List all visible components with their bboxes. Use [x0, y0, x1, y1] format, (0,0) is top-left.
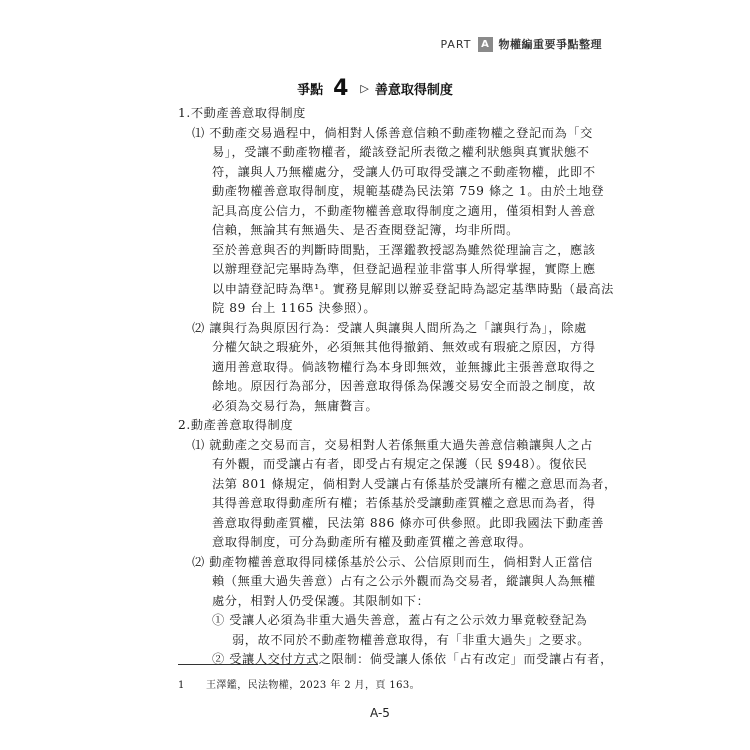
- part-label: PART: [440, 37, 472, 51]
- text-line: 易」，受讓不動產物權者，縱該登記所表徵之權利狀態與真實狀態不: [212, 145, 590, 159]
- text-line: 院 89 台上 1165 決參照）。: [212, 301, 377, 315]
- footnote-number: 1: [178, 680, 185, 691]
- text-line: 有外觀，而受讓占有者，即受占有規定之保護（民 §948）。復依民: [212, 457, 588, 471]
- text-line: 以辦理登記完畢時為準，但登記過程並非當事人所得掌握，實際上應: [212, 262, 596, 276]
- text-line: 必須為交易行為，無庸贅言。: [212, 399, 379, 413]
- section-number: 4: [333, 76, 349, 101]
- text-line: 至於善意與否的判斷時間點，王澤鑑教授認為雖然從理論言之，應該: [212, 243, 596, 257]
- footnote: [178, 676, 420, 691]
- text-line: 信賴，無論其有無過失、是否查閱登記簿，均非所問。: [212, 223, 519, 237]
- text-line: 以申請登記時為準¹。實務見解則以辦妥登記時為認定基準時點（最高法: [212, 282, 614, 296]
- triangle-marker-icon: ▷: [360, 82, 369, 95]
- text-line: 適用善意取得。倘該物權行為本身即無效，並無據此主張善意取得之: [212, 360, 596, 374]
- text-line: 弱，故不同於不動產物權善意取得，有「非重大過失」之要求。: [232, 633, 591, 647]
- part-letter-box: A: [478, 37, 493, 52]
- text-line: ① 受讓人必須為非重大過失善意，蓋占有之公示效力畢竟較登記為: [212, 613, 588, 627]
- text-line: 符，讓與人乃無權處分，受讓人仍可取得受讓之不動產物權，此即不: [212, 165, 596, 179]
- heading-line: 2.動產善意取得制度: [178, 418, 294, 432]
- text-line: ⑵ 讓與行為與原因行為：受讓人與讓與人間所為之「讓與行為」，除處: [192, 321, 587, 335]
- text-line: ⑴ 就動產之交易而言，交易相對人若係無重大過失善意信賴讓與人之占: [192, 438, 593, 452]
- text-line: 餘地。原因行為部分，因善意取得係為保護交易安全而設之制度，故: [212, 379, 596, 393]
- text-line: 法第 801 條規定，倘相對人受讓占有係基於受讓所有權之意思而為者，: [212, 477, 617, 491]
- footnote-divider: [178, 664, 318, 665]
- text-line: ② 受讓人交付方式之限制：倘受讓人係依「占有改定」而受讓占有者，: [212, 652, 613, 666]
- section-label: 爭點: [297, 83, 324, 98]
- footnote-text: 王澤鑑，民法物權，2023 年 2 月，頁 163。: [206, 680, 421, 691]
- text-line: 分權欠缺之瑕疵外，必須無其他得撤銷、無效或有瑕疵之原因，方得: [212, 340, 596, 354]
- heading-line: 1.不動產善意取得制度: [178, 106, 306, 120]
- section-heading: [0, 76, 750, 101]
- section-title: 善意取得制度: [374, 83, 453, 98]
- page-number: A-5: [370, 706, 390, 720]
- text-line: 善意取得動產質權，民法第 886 條亦可供參照。此即我國法下動產善: [212, 516, 605, 530]
- running-header: [440, 36, 602, 52]
- text-line: 動產物權善意取得制度，規範基礎為民法第 759 條之 1。由於土地登: [212, 184, 605, 198]
- text-line: ⑴ 不動產交易過程中，倘相對人係善意信賴不動產物權之登記而為「交: [192, 126, 593, 140]
- text-line: 其得善意取得動產所有權；若係基於受讓動產質權之意思而為者，得: [212, 496, 596, 510]
- text-line: 記具高度公信力，不動產物權善意取得制度之適用，僅須相對人善意: [212, 204, 596, 218]
- text-line: 處分，相對人仍受保護。其限制如下：: [212, 594, 430, 608]
- text-line: ⑵ 動產物權善意取得同樣係基於公示、公信原則而生，倘相對人正當信: [192, 555, 593, 569]
- header-title: 物權編重要爭點整理: [498, 38, 602, 51]
- text-line: 賴（無重大過失善意）占有之公示外觀而為交易者，縱讓與人為無權: [212, 574, 596, 588]
- text-line: 意取得制度，可分為動產所有權及動產質權之善意取得。: [212, 535, 532, 549]
